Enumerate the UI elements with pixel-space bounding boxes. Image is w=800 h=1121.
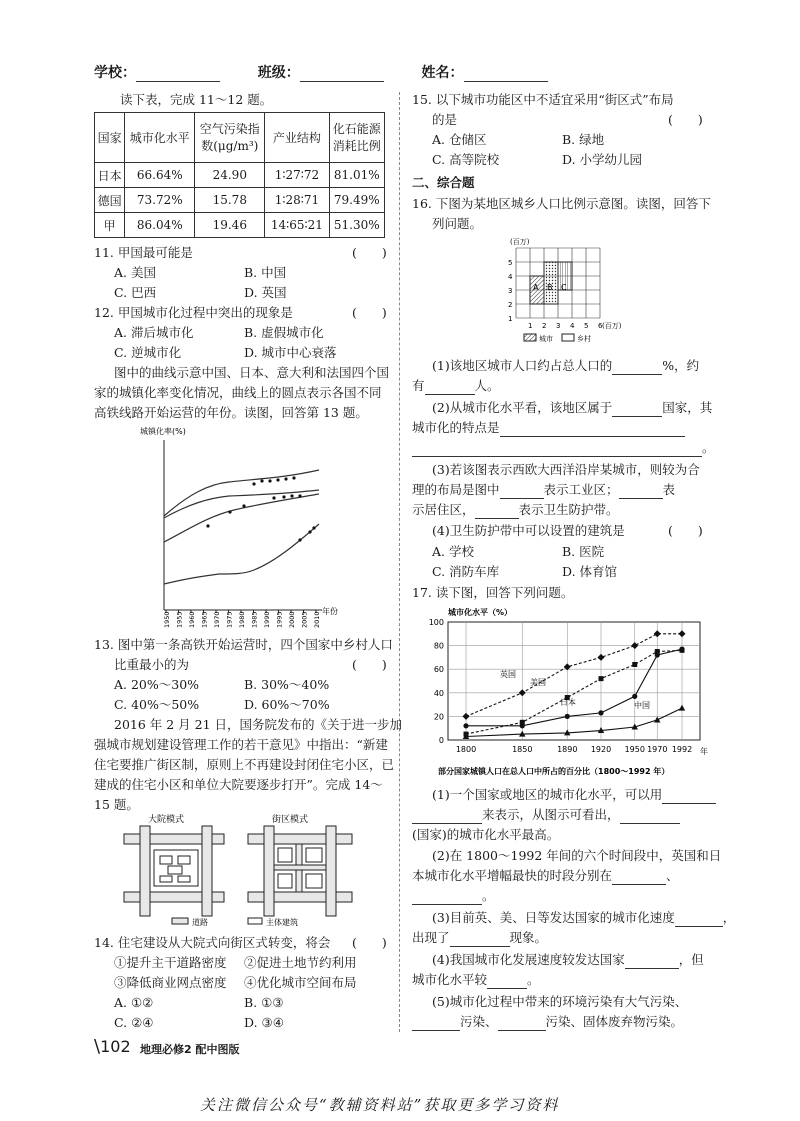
block-diagram [248,826,352,916]
data-table [94,112,385,238]
zone-b-label: B [547,283,553,292]
table-row: 日本 66.64% 24.90 1∶27∶72 81.01% [95,163,385,188]
q16-sub2-cont: 城市化的特点是 [412,419,685,437]
column-divider [399,92,400,1032]
q16-sub3-cont2: 示居住区， 表示卫生防护带。 [412,502,619,517]
data-point [679,705,685,711]
fig14-title-left: 大院模式 [148,815,185,825]
q17-sub2-blank1[interactable] [612,870,666,885]
q15-option-c[interactable]: C. 高等院校 [432,152,500,167]
legend-city: 城市 [539,335,553,343]
svg-text:5: 5 [584,322,589,330]
q16-sub4-option-c[interactable]: C. 消防车库 [432,564,500,579]
q14-answer-paren[interactable]: ( ) [352,935,387,950]
fig13-year-tick: 1975 [225,611,234,628]
q17-sub4-cont: 城市化水平较 。 [412,972,540,987]
para13-line1: 图中的曲线示意中国、日本、意大利和法国四个国 [114,365,390,380]
label-china: 中国 [634,701,650,710]
q12-answer-paren[interactable]: ( ) [352,305,387,320]
hsr-dots [206,476,315,541]
fig13-year-tick: 1960 [188,611,196,628]
q17-sub2-cont: 本城市化水平增幅最快的时段分别在 、 [412,868,679,883]
fig16-ylabel: (百万) [510,238,530,246]
q13-option-a[interactable]: A. 20%～30% [114,677,200,692]
x-tick-label: 1970 [647,745,668,754]
fig13-year-tick: 1965 [200,611,209,628]
q14-option-c[interactable]: C. ②④ [114,1015,154,1030]
q11-option-d[interactable]: D. 英国 [244,285,287,300]
chart-xlabel: 年 [700,747,708,756]
urbanization-chart [418,604,718,784]
q16-sub4-option-a[interactable]: A. 学校 [432,544,474,559]
q13-option-b[interactable]: B. 30%～40% [244,677,330,692]
para13-line3: 高铁线路开始运营的年份。读图，回答第 13 题。 [94,405,368,420]
q17-sub5-cont: 污染、 污染、固体废弃物污染。 [412,1013,683,1031]
data-point [520,723,525,728]
q14-statement-4: ④优化城市空间布局 [244,975,357,990]
legend-road: 道路 [192,918,208,927]
q16-sub2-blank2[interactable] [500,422,685,437]
q17-stem: 17. 读下图，回答下列问题。 [412,585,574,600]
q16-sub1: (1)该地区城市人口约占总人口的 %，约 [432,358,700,373]
q17-sub2-cont2: 。 [412,887,495,905]
y-tick-label: 60 [433,665,444,675]
chart-frame [448,622,700,740]
q14-stem: 14. 住宅建设从大院式向街区式转变，将会 [94,935,331,950]
q12-option-b[interactable]: B. 虚假城市化 [244,325,324,340]
fig13-year-tick: 2010 [313,611,321,628]
legend-rural: 乡村 [577,335,591,343]
svg-text:3: 3 [556,322,561,330]
fig13-year-tick: 1990 [263,611,271,628]
fig13-urbanization-chart [134,424,350,632]
fig13-year-tick: 1995 [275,611,284,628]
chart-ylabel: 城市化水平（%） [448,608,513,617]
fig13-xlabel: 年份 [322,607,338,616]
q12-option-d[interactable]: D. 城市中心衰落 [244,345,337,360]
th-industry: 产业结构 [265,113,329,163]
svg-text:1: 1 [528,322,533,330]
q14-statement-3: ③降低商业网点密度 [114,975,227,990]
q15-option-b[interactable]: B. 绿地 [562,132,605,147]
q16-sub2: (2)从城市化水平看，该地区属于 国家，其 [432,400,713,415]
header [94,62,548,82]
fig14-housing-modes [120,812,360,930]
th-fossil: 化石能源 消耗比例 [329,113,384,163]
q11-answer-paren[interactable]: ( ) [352,245,387,260]
fig14-title-right: 街区模式 [272,815,309,825]
q17-sub3-cont: 出现了 现象。 [412,930,548,945]
q12-stem: 12. 甲国城市化过程中突出的现象是 [94,305,293,320]
x-tick-label: 1920 [590,745,612,754]
data-point [679,647,684,652]
y-tick-label: 20 [433,712,444,722]
para14-line1: 2016 年 2 月 21 日，国务院发布的《关于进一步加 [114,717,403,732]
data-point [631,642,638,649]
y-tick-label: 80 [433,641,444,651]
chart-title: 部分国家城镇人口在总人口中所占的百分比（1800～1992 年） [438,767,670,776]
fig13-year-tick: 1980 [238,611,246,628]
q17-sub1-blank1[interactable] [662,789,716,804]
para14-line3: 住宅要推广街区制，原则上不再建设封闭住宅小区，已 [94,757,395,772]
y-tick-label: 40 [433,688,444,698]
q14-option-b[interactable]: B. ①③ [244,995,284,1010]
q11-option-b[interactable]: B. 中国 [244,265,287,280]
zone-c-label: C [561,283,567,292]
x-tick-label: 1890 [557,745,578,754]
label-japan: 日本 [560,698,576,707]
curve-china [164,524,319,584]
y-tick-label: 100 [428,618,444,627]
fig13-ylabel: 城镇化率(%) [140,427,186,436]
q13-option-d[interactable]: D. 60%～70% [244,697,330,712]
q16-stem-line1: 16. 下图为某地区城乡人口比例示意图。读图，回答下 [412,196,711,211]
data-point [655,652,660,657]
q12-option-a[interactable]: A. 滞后城市化 [114,325,194,340]
x-tick-label: 1800 [455,745,477,754]
q16-sub2-blank3[interactable] [412,442,702,457]
legend-city-swatch [524,334,536,341]
data-point [679,630,686,637]
q16-sub4: (4)卫生防护带中可以设置的建筑是 [432,523,625,538]
para14-line4: 建成的住宅小区和单位大院要逐步打开”。完成 14～ [94,777,383,792]
q17-sub3-blank1[interactable] [675,912,723,927]
q13-stem-line1: 13. 图中第一条高铁开始运营时，四个国家中乡村人口 [94,637,393,652]
svg-text:4: 4 [508,273,513,281]
curve-italy-france-a [164,490,319,518]
y-tick-label: 0 [438,736,444,745]
legend-road-swatch [172,918,188,924]
q16-sub3-blank3[interactable] [475,504,519,519]
q17-sub1-blank2[interactable] [412,809,482,824]
school-field[interactable] [136,67,220,82]
svg-text:5: 5 [508,259,513,267]
data-point [598,710,603,715]
q13-stem-line2: 比重最小的为 [114,657,190,672]
fig16-xticks [528,322,603,330]
section-2-title: 二、综合题 [412,175,475,190]
label-uk: 英国 [500,670,516,679]
data-point [463,713,470,720]
school-label: 学校： [94,65,136,81]
q11-option-a[interactable]: A. 美国 [114,265,156,280]
q17-sub1-blank3[interactable] [620,809,680,824]
q17-sub4-blank1[interactable] [625,954,679,969]
q16-sub3-blank1[interactable] [500,484,544,499]
q16-sub3: (3)若该图表示西欧大西洋沿岸某城市，则较为合 [432,462,700,477]
class-field[interactable] [300,67,384,82]
q13-option-c[interactable]: C. 40%～50% [114,697,200,712]
data-point [565,714,570,719]
q16-sub4-option-b[interactable]: B. 医院 [562,544,605,559]
series-line-1 [466,650,682,734]
legend-building-swatch [248,918,262,924]
q17-sub1-cont2: (国家)的城市化水平最高。 [412,827,560,842]
q15-option-a[interactable]: A. 仓储区 [432,132,487,147]
q17-sub2: (2)在 1800～1992 年间的六个时间段中，英国和日 [432,848,722,863]
q15-stem-line2: 的是 [432,112,458,127]
fig13-year-tick: 2005 [300,611,309,628]
q16-sub1-blank1[interactable] [612,360,662,375]
para13-line2: 家的城镇化率变化情况，曲线上的圆点表示各国不同 [94,385,382,400]
q13-answer-paren[interactable]: ( ) [352,657,387,672]
x-tick-label: 1950 [624,745,645,754]
data-point [598,654,605,661]
th-air: 空气污染指 数(μg/m³) [195,113,265,163]
q17-sub3-blank2[interactable] [450,932,510,947]
label-us: 美国 [530,678,546,687]
q16-sub2-blank1[interactable] [612,402,662,417]
q16-sub4-answer-paren[interactable]: ( ) [668,523,703,538]
fig16-yticks [508,259,513,323]
fig13-year-tick: 1955 [175,611,184,628]
q17-sub3: (3)目前英、美、日等发达国家的城市化速度 ， [432,910,736,925]
q11-stem: 11. 甲国最可能是 [94,245,193,260]
data-point [654,630,661,637]
curve-italy-france-b [164,494,319,542]
q16-sub1-blank2[interactable] [425,380,475,395]
fig13-year-tick: 1985 [250,611,259,628]
q17-sub5-blank1[interactable] [412,1016,460,1031]
svg-text:2: 2 [508,301,513,309]
q14-option-a[interactable]: A. ①② [114,995,154,1010]
svg-text:3: 3 [508,287,513,295]
data-point [632,662,637,667]
q17-sub4-blank2[interactable] [487,974,527,989]
name-field[interactable] [464,67,548,82]
table-row: 德国 73.72% 15.78 1∶28∶71 79.49% [95,188,385,213]
page-number: \102 [94,1036,131,1057]
series-line-2 [466,649,682,726]
q12-option-c[interactable]: C. 逆城市化 [114,345,182,360]
q16-sub3-cont: 理的布局是图中 表示工业区； 表 [412,482,676,497]
zone-a-label: A [533,283,539,292]
fig13-year-tick: 1970 [213,611,221,628]
data-point [463,723,468,728]
fig13-year-tick: 2000 [288,611,296,628]
th-country: 国家 [95,113,125,163]
q16-sub3-blank2[interactable] [619,484,663,499]
q15-option-d[interactable]: D. 小学幼儿园 [562,152,643,167]
svg-text:1: 1 [508,315,513,323]
q14-statement-2: ②促进土地节约利用 [244,955,357,970]
data-point [519,689,526,696]
q16-sub1-cont: 有 人。 [412,378,500,393]
para14-line5: 15 题。 [94,797,139,812]
q15-stem-line1: 15. 以下城市功能区中不适宜采用“街区式”布局 [412,92,674,107]
svg-text:6: 6 [598,322,603,330]
courtyard-diagram [124,826,224,916]
x-tick-label: 1992 [671,745,693,754]
name-label: 姓名： [421,65,464,81]
q16-sub2-cont2: 。 [412,439,715,457]
q11-option-c[interactable]: C. 巴西 [114,285,157,300]
q17-sub5: (5)城市化过程中带来的环境污染有大气污染、 [432,994,688,1009]
q17-sub1-cont: 来表示，从图示可看出， [412,806,680,824]
th-urban: 城市化水平 [125,113,195,163]
curve-japan [164,470,319,516]
q17-sub2-blank2[interactable] [412,890,482,905]
legend-rural-swatch [562,334,574,341]
fig16-xlabel: (百万) [602,322,622,330]
q16-stem-line2: 列问题。 [432,216,483,231]
q17-sub4: (4)我国城市化发展速度较发达国家 ，但 [432,952,704,967]
q14-option-d[interactable]: D. ③④ [244,1015,284,1030]
svg-text:4: 4 [570,322,575,330]
q17-sub5-blank2[interactable] [498,1016,546,1031]
table-row: 甲 86.04% 19.46 14∶65∶21 51.30% [95,213,385,238]
para14-line2: 强城市规划建设管理工作的若干意见》中指出：“新建 [94,737,388,752]
svg-text:2: 2 [542,322,547,330]
q16-sub4-option-d[interactable]: D. 体育馆 [562,564,618,579]
footer-note: 关注微信公众号“教辅资料站”获取更多学习资料 [200,1096,560,1114]
fig13-year-tick: 1950 [163,611,171,628]
legend-building: 主体建筑 [266,918,298,927]
q17-sub1: (1)一个国家或地区的城市化水平，可以用 [432,786,716,804]
class-label: 班级： [257,65,300,81]
q15-answer-paren[interactable]: ( ) [668,112,703,127]
intro-11-12: 读下表，完成 11～12 题。 [120,92,273,107]
q14-statement-1: ①提升主干道路密度 [114,955,227,970]
data-point [632,694,637,699]
series-line-3 [466,708,682,736]
x-tick-label: 1850 [512,745,533,754]
fig16-population-grid [500,234,624,346]
data-point [599,676,604,681]
book-title: 地理必修2 配中图版 [140,1043,240,1056]
